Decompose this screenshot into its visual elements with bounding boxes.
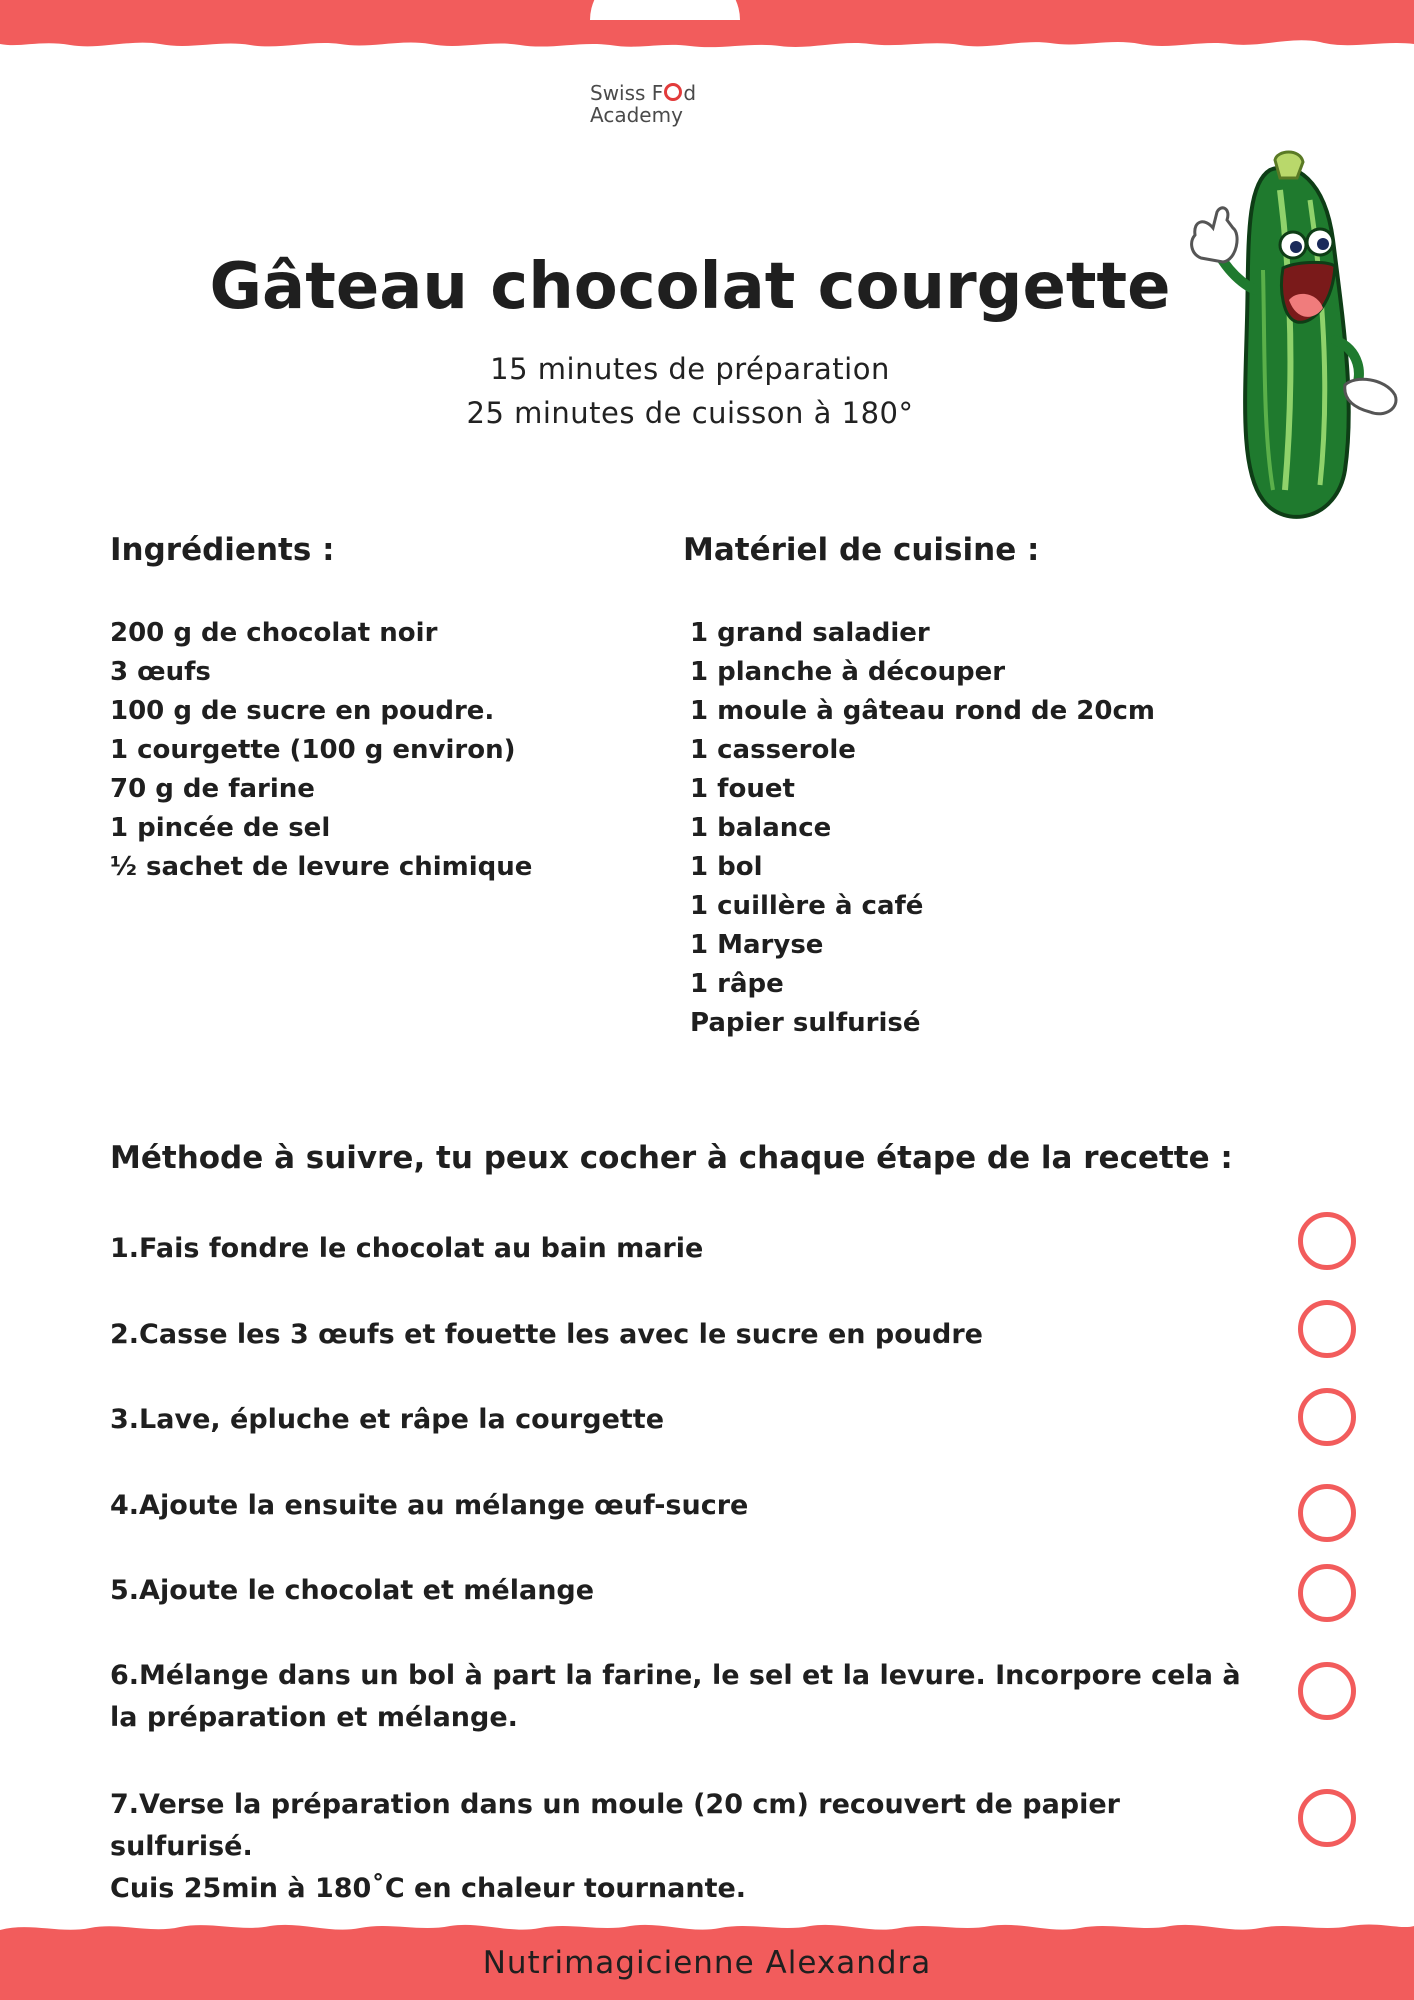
equipment-item: 1 fouet xyxy=(690,774,795,804)
step-1-checkbox[interactable] xyxy=(1298,1212,1356,1270)
step-text: 2.Casse les 3 œufs et fouette les avec le sucre en poudre xyxy=(110,1319,983,1350)
step-2-checkbox[interactable] xyxy=(1298,1300,1356,1358)
equipment-list xyxy=(690,614,1155,1043)
equipment-item: 1 planche à découper xyxy=(690,657,1006,687)
ingredients-list xyxy=(110,614,532,887)
step-text: 7.Verse la préparation dans un moule (20 cm) recouvert de papier xyxy=(110,1789,1120,1820)
step-6-checkbox[interactable] xyxy=(1298,1662,1356,1720)
ingredient-item: 100 g de sucre en poudre. xyxy=(110,696,495,726)
step-text: 5.Ajoute le chocolat et mélange xyxy=(110,1575,595,1606)
equipment-item: 1 cuillère à café xyxy=(690,891,924,921)
equipment-item: 1 bol xyxy=(690,852,763,882)
method-heading: Méthode à suivre, tu peux cocher à chaque étape de la recette : xyxy=(110,1140,1233,1176)
footer-author: Nutrimagicienne Alexandra xyxy=(482,1945,932,1981)
method-step-2 xyxy=(110,1314,1260,1356)
method-step-6 xyxy=(110,1655,1260,1739)
equipment-item: 1 casserole xyxy=(690,735,856,765)
equipment-heading: Matériel de cuisine : xyxy=(683,532,1040,568)
method-step-3 xyxy=(110,1399,1260,1441)
step-5-checkbox[interactable] xyxy=(1298,1564,1356,1622)
brand-line1: Swiss F d xyxy=(590,81,697,105)
method-step-1 xyxy=(110,1228,1260,1270)
ingredient-item: 3 œufs xyxy=(110,657,211,687)
step-3-checkbox[interactable] xyxy=(1298,1388,1356,1446)
ingredient-item: ½ sachet de levure chimique xyxy=(110,852,533,882)
top-brush-band xyxy=(0,0,1414,60)
recipe-title: Gâteau chocolat courgette xyxy=(209,250,1171,324)
brand-line2: Academy xyxy=(590,103,683,127)
step-4-checkbox[interactable] xyxy=(1298,1484,1356,1542)
brand-o-icon xyxy=(664,83,682,101)
equipment-item: 1 râpe xyxy=(690,969,784,999)
step-text: Cuis 25min à 180˚C en chaleur tournante. xyxy=(110,1873,747,1904)
ingredient-item: 1 courgette (100 g environ) xyxy=(110,735,516,765)
method-step-7 xyxy=(110,1784,1260,1910)
step-text: la préparation et mélange. xyxy=(110,1702,518,1733)
step-text: 4.Ajoute la ensuite au mélange œuf-sucre xyxy=(110,1490,749,1521)
equipment-item: Papier sulfurisé xyxy=(690,1008,921,1038)
ingredient-item: 200 g de chocolat noir xyxy=(110,618,438,648)
equipment-item: 1 grand saladier xyxy=(690,618,930,648)
ingredient-item: 1 pincée de sel xyxy=(110,813,331,843)
ingredient-item: 70 g de farine xyxy=(110,774,315,804)
ingredients-heading: Ingrédients : xyxy=(110,532,335,568)
zucchini-mascot-icon xyxy=(1185,150,1414,530)
equipment-item: 1 balance xyxy=(690,813,832,843)
prep-time: 15 minutes de préparation xyxy=(490,352,890,386)
step-text: 1.Fais fondre le chocolat au bain marie xyxy=(110,1233,704,1264)
method-step-4 xyxy=(110,1485,1260,1527)
equipment-item: 1 Maryse xyxy=(690,930,824,960)
step-text: 3.Lave, épluche et râpe la courgette xyxy=(110,1404,665,1435)
brand-logo xyxy=(590,82,750,126)
step-text: sulfurisé. xyxy=(110,1831,253,1862)
method-step-5 xyxy=(110,1570,1260,1612)
step-text: 6.Mélange dans un bol à part la farine, le sel et la levure. Incorpore cela à xyxy=(110,1660,1241,1691)
equipment-item: 1 moule à gâteau rond de 20cm xyxy=(690,696,1155,726)
step-7-checkbox[interactable] xyxy=(1298,1789,1356,1847)
cook-time: 25 minutes de cuisson à 180° xyxy=(466,396,914,430)
